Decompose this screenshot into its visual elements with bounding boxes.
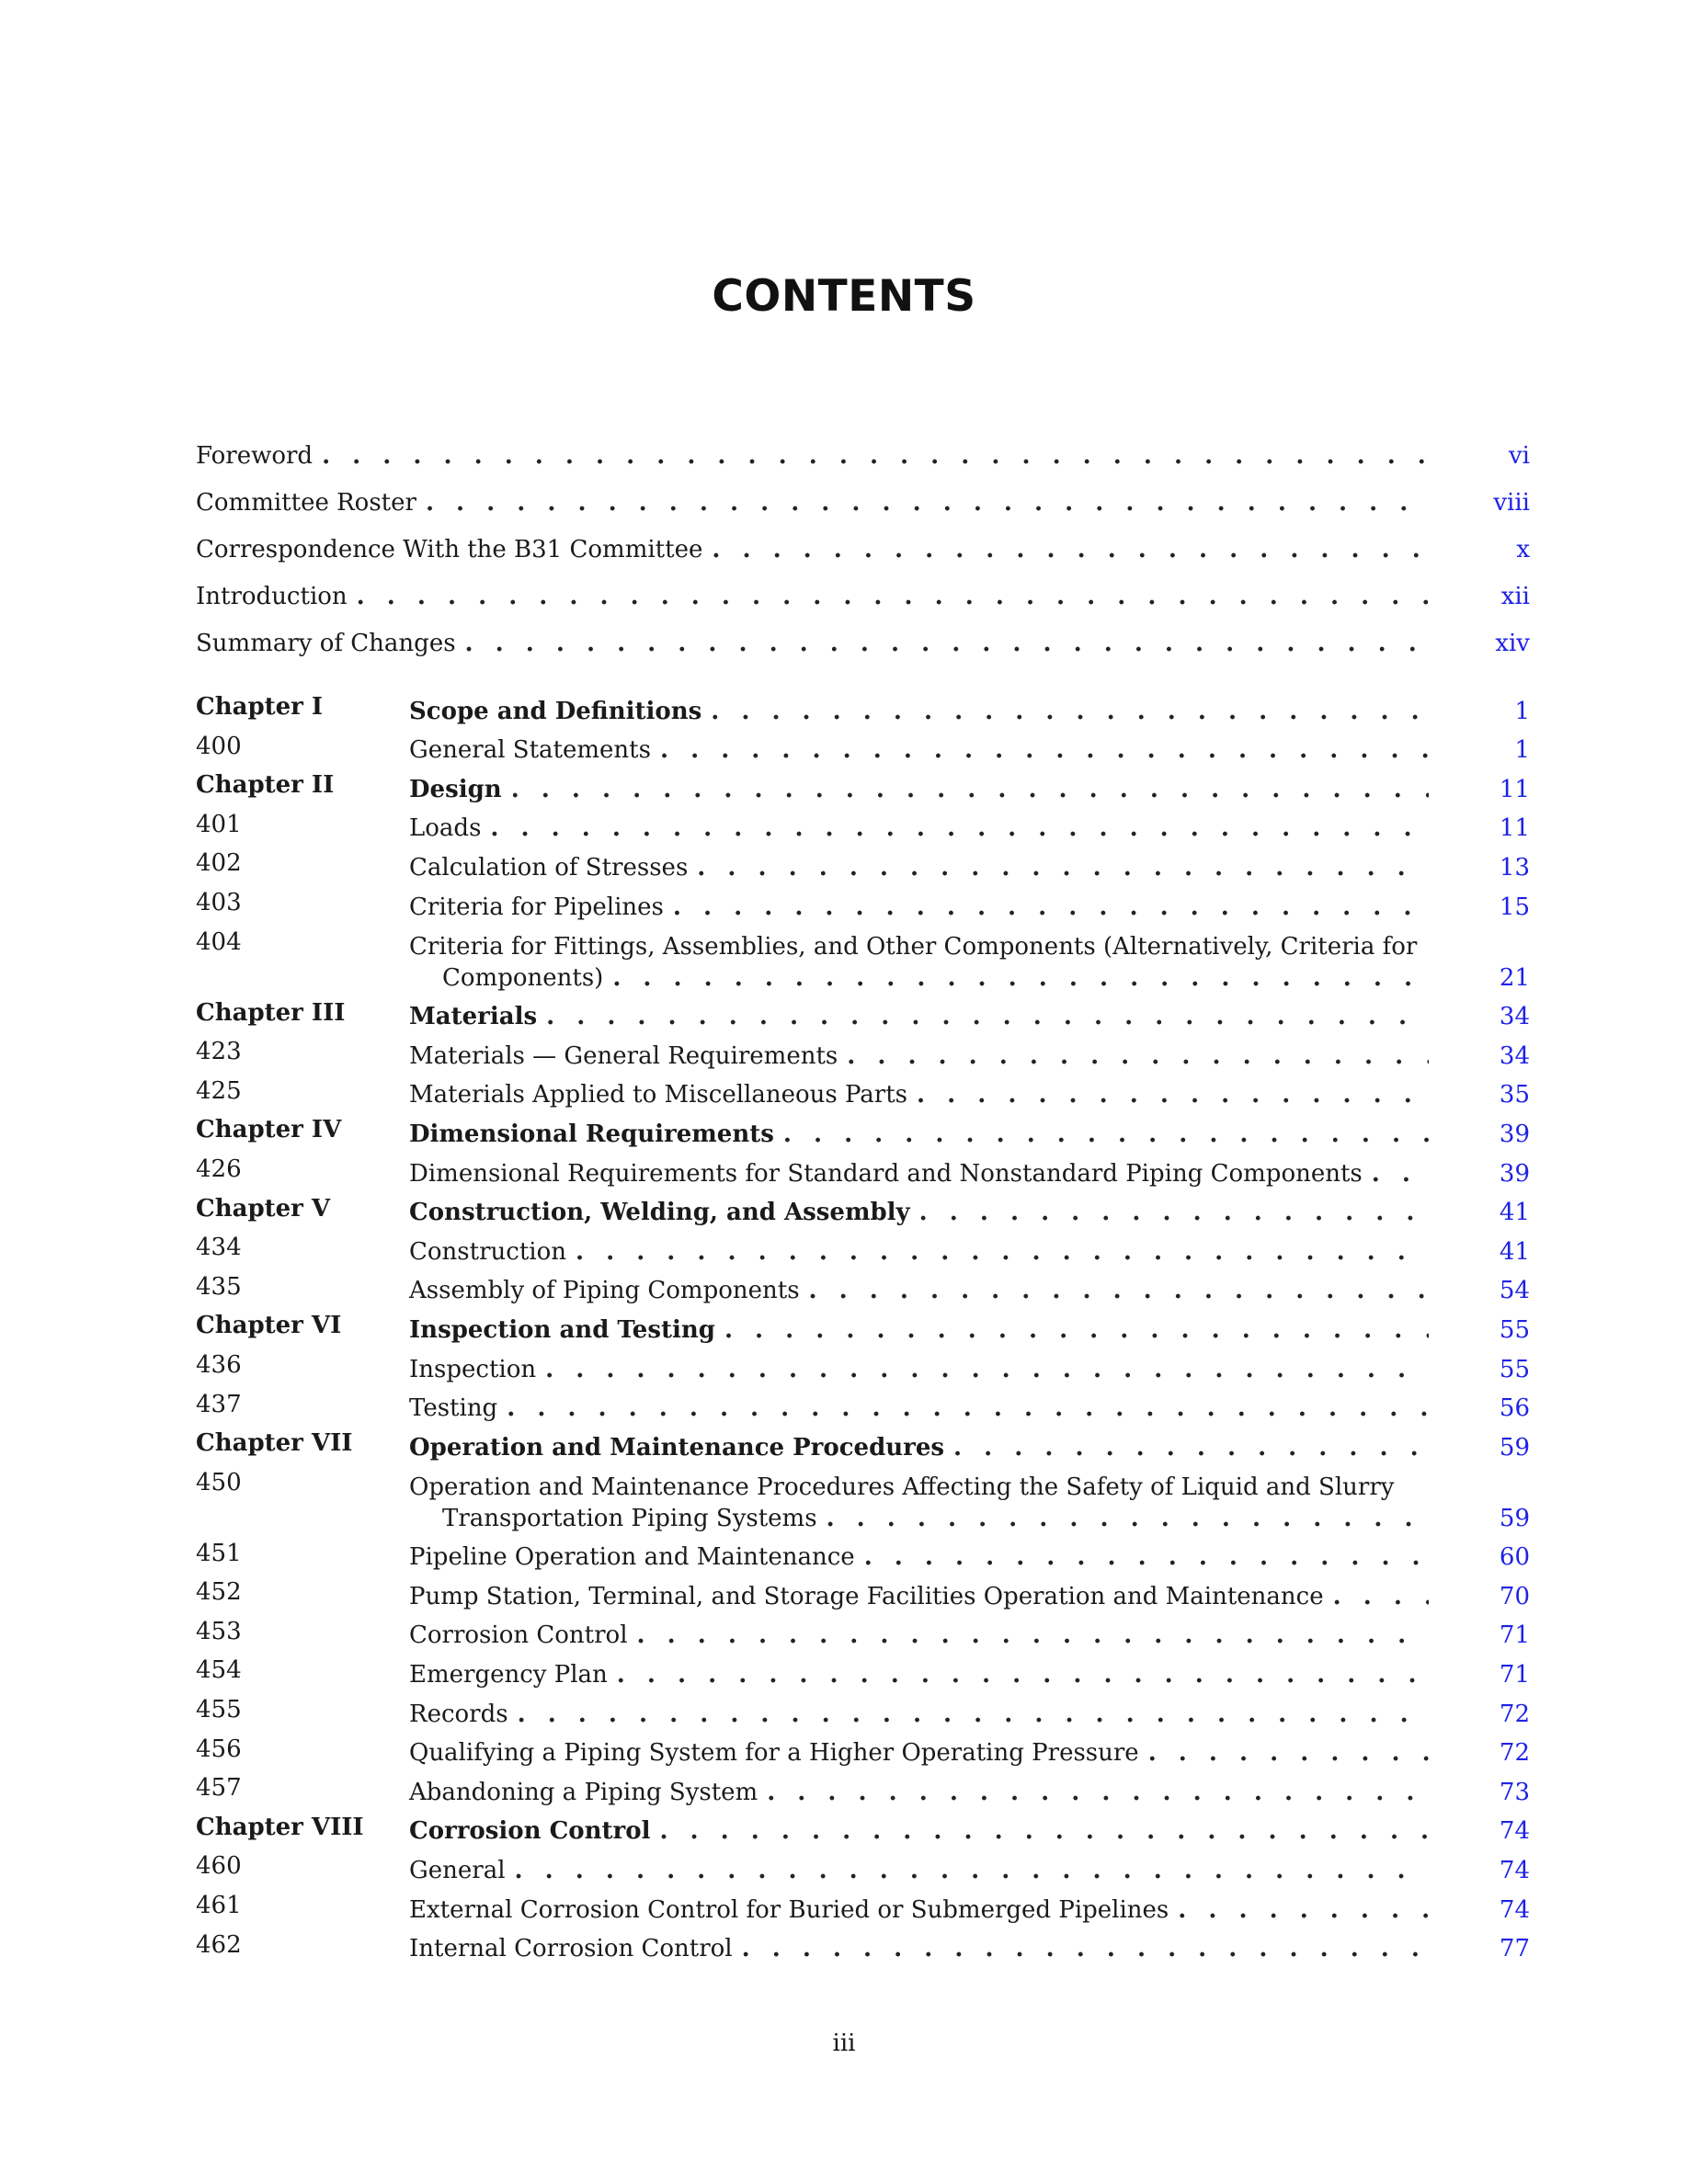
toc-entry-title: Components) xyxy=(442,963,604,992)
page-link[interactable]: 15 xyxy=(1499,893,1530,921)
section-number: 402 xyxy=(196,849,242,878)
dot-leader xyxy=(1178,1894,1429,1926)
toc-section-row[interactable] xyxy=(196,727,1530,767)
chapter-number: Chapter VI xyxy=(196,1312,342,1340)
dot-leader xyxy=(322,440,1429,472)
dot-leader xyxy=(426,487,1429,518)
dot-leader xyxy=(724,1314,1429,1346)
toc-entry-title: Construction xyxy=(409,1237,566,1266)
dot-leader xyxy=(576,1236,1429,1268)
dot-leader xyxy=(697,852,1429,883)
dot-leader xyxy=(953,1432,1429,1463)
page-link[interactable]: 60 xyxy=(1499,1543,1530,1572)
page-link[interactable]: 59 xyxy=(1499,1433,1530,1462)
page-link[interactable]: 77 xyxy=(1499,1935,1530,1963)
page-link[interactable]: 41 xyxy=(1499,1237,1530,1266)
toc-entry-title: Correspondence With the B31 Committee xyxy=(196,536,703,563)
toc-section-row[interactable] xyxy=(196,1612,1530,1652)
toc-entry-title: Corrosion Control xyxy=(409,1621,628,1650)
chapter-number: Chapter I xyxy=(196,693,324,721)
section-number: 434 xyxy=(196,1234,242,1262)
section-number: 453 xyxy=(196,1617,242,1645)
toc-entry-title: Testing xyxy=(409,1394,498,1423)
page-link[interactable]: 54 xyxy=(1499,1277,1530,1305)
section-number: 456 xyxy=(196,1735,242,1763)
toc-chapter-row[interactable] xyxy=(196,1110,1530,1150)
chapter-number: Chapter III xyxy=(196,998,346,1027)
dot-leader xyxy=(1333,1581,1429,1612)
dot-leader xyxy=(919,1197,1429,1228)
toc-entry-title: Dimensional Requirements xyxy=(409,1120,774,1148)
page-link[interactable]: 74 xyxy=(1499,1857,1530,1885)
dot-leader xyxy=(864,1541,1429,1573)
page-link[interactable]: 35 xyxy=(1499,1081,1530,1109)
dot-leader xyxy=(515,1855,1429,1886)
toc-section-row[interactable] xyxy=(196,1926,1530,1965)
page-link[interactable]: 11 xyxy=(1499,814,1530,843)
toc-section-row[interactable] xyxy=(196,1730,1530,1769)
toc-section-row[interactable] xyxy=(196,1886,1530,1926)
toc-entry-title: Dimensional Requirements for Standard and Nonstandard Piping Components xyxy=(409,1159,1363,1188)
toc-entry-title: General Statements xyxy=(409,736,651,765)
toc-entry-title: Abandoning a Piping System xyxy=(409,1778,758,1806)
page-link[interactable]: 59 xyxy=(1499,1504,1530,1532)
page-link[interactable]: 71 xyxy=(1499,1661,1530,1689)
dot-leader xyxy=(612,962,1429,994)
dot-leader xyxy=(673,892,1429,923)
page-link[interactable]: xii xyxy=(1500,583,1530,610)
dot-leader xyxy=(827,1503,1429,1534)
toc-section-row[interactable] xyxy=(196,1690,1530,1730)
page-link[interactable]: 21 xyxy=(1499,963,1530,992)
toc-entry-title: Materials — General Requirements xyxy=(409,1041,838,1070)
section-number: 426 xyxy=(196,1155,242,1183)
section-number: 450 xyxy=(196,1468,242,1496)
dot-leader xyxy=(465,628,1429,659)
page-link[interactable]: 56 xyxy=(1499,1394,1530,1423)
section-number: 457 xyxy=(196,1774,242,1803)
toc-entry-title: Records xyxy=(409,1700,508,1728)
page-link[interactable]: 55 xyxy=(1499,1315,1530,1344)
toc-entry-title: Foreword xyxy=(196,442,314,470)
section-number: 460 xyxy=(196,1852,242,1881)
toc-entry-title: General xyxy=(409,1857,506,1885)
page-link[interactable]: 55 xyxy=(1499,1355,1530,1383)
section-number: 462 xyxy=(196,1930,242,1959)
toc-row-foreword[interactable] xyxy=(196,425,1530,472)
chapter-number: Chapter II xyxy=(196,771,335,800)
toc-entry-title: Inspection and Testing xyxy=(409,1315,715,1344)
toc-entry-title: Inspection xyxy=(409,1355,537,1383)
dot-leader xyxy=(1372,1158,1429,1189)
front-matter-list xyxy=(196,425,1530,659)
page-link[interactable]: 39 xyxy=(1499,1159,1530,1188)
toc-chapter-row[interactable] xyxy=(196,1424,1530,1463)
dot-leader xyxy=(809,1275,1429,1306)
page-link[interactable]: 1 xyxy=(1514,697,1530,725)
dot-leader xyxy=(783,1119,1429,1150)
section-number: 452 xyxy=(196,1578,242,1607)
chapter-number: Chapter V xyxy=(196,1194,331,1223)
dot-leader xyxy=(546,1001,1429,1032)
dot-leader xyxy=(847,1041,1429,1072)
page-link[interactable]: 74 xyxy=(1499,1817,1530,1846)
section-number: 436 xyxy=(196,1350,242,1379)
page-link[interactable]: xiv xyxy=(1495,630,1530,657)
toc-row-committee-roster[interactable] xyxy=(196,472,1530,518)
toc-section-row[interactable] xyxy=(196,1150,1530,1189)
toc-section-row[interactable] xyxy=(196,1847,1530,1886)
toc-chapter-row[interactable] xyxy=(196,688,1530,727)
toc-section-row[interactable] xyxy=(196,1268,1530,1307)
toc-section-row[interactable] xyxy=(196,883,1530,923)
page-link[interactable]: 72 xyxy=(1499,1700,1530,1728)
page-link[interactable]: 70 xyxy=(1499,1582,1530,1610)
toc-section-row[interactable] xyxy=(196,923,1530,994)
section-number: 401 xyxy=(196,810,242,838)
toc-entry-title: Criteria for Pipelines xyxy=(409,893,664,921)
dot-leader xyxy=(659,1815,1429,1847)
toc-section-row[interactable] xyxy=(196,1228,1530,1268)
section-number: 435 xyxy=(196,1272,242,1301)
section-number: 461 xyxy=(196,1892,242,1920)
section-number: 400 xyxy=(196,732,242,760)
toc-section-row[interactable] xyxy=(196,1651,1530,1690)
page-link[interactable]: 1 xyxy=(1514,736,1530,765)
section-number: 437 xyxy=(196,1390,242,1418)
dot-leader xyxy=(767,1777,1429,1808)
dot-leader xyxy=(357,581,1429,612)
page-link[interactable]: viii xyxy=(1493,489,1530,517)
toc-entry-title: Qualifying a Piping System for a Higher Operating Pressure xyxy=(409,1739,1139,1768)
toc-entry-title: Materials xyxy=(409,1003,538,1031)
page-link[interactable]: vi xyxy=(1508,442,1530,470)
toc-chapter-row[interactable] xyxy=(196,994,1530,1033)
toc-entry-title: Materials Applied to Miscellaneous Parts xyxy=(409,1081,908,1109)
dot-leader xyxy=(490,813,1429,844)
chapter-number: Chapter IV xyxy=(196,1116,342,1144)
toc-entry-title: Operation and Maintenance Procedures xyxy=(409,1433,945,1462)
dot-leader xyxy=(917,1079,1429,1110)
page-link[interactable]: 11 xyxy=(1499,775,1530,803)
toc-entry-title: Criteria for Fittings, Assemblies, and Other Components (Alternatively, Criteria for xyxy=(409,932,1418,961)
dot-leader xyxy=(637,1620,1429,1651)
toc-row-correspondence[interactable] xyxy=(196,518,1530,565)
toc-entry-title: Summary of Changes xyxy=(196,630,456,657)
toc-chapter-row[interactable] xyxy=(196,766,1530,805)
toc-chapter-row[interactable] xyxy=(196,1808,1530,1848)
toc-entry-title: Introduction xyxy=(196,583,348,610)
toc-section-row[interactable] xyxy=(196,1072,1530,1111)
page-link[interactable]: 74 xyxy=(1499,1895,1530,1924)
page-link[interactable]: 73 xyxy=(1499,1778,1530,1806)
toc-section-row[interactable] xyxy=(196,1573,1530,1612)
chapter-list xyxy=(196,688,1530,1964)
dot-leader xyxy=(518,1699,1429,1730)
toc-entry-title: Operation and Maintenance Procedures Affecting the Safety of Liquid and Slurry xyxy=(409,1473,1395,1501)
toc-entry-title: Transportation Piping Systems xyxy=(442,1504,817,1532)
dot-leader xyxy=(507,1393,1429,1424)
toc-section-row[interactable] xyxy=(196,844,1530,883)
dot-leader xyxy=(511,774,1429,805)
section-number: 425 xyxy=(196,1076,242,1105)
chapter-number: Chapter VIII xyxy=(196,1813,364,1841)
toc-entry-title: Scope and Definitions xyxy=(409,697,702,725)
section-number: 451 xyxy=(196,1539,242,1567)
toc-section-row[interactable] xyxy=(196,1385,1530,1425)
page-link[interactable]: 34 xyxy=(1499,1003,1530,1031)
toc-row-introduction[interactable] xyxy=(196,565,1530,612)
dot-leader xyxy=(617,1659,1429,1690)
dot-leader xyxy=(545,1354,1429,1385)
dot-leader xyxy=(711,696,1429,727)
toc-entry-title: Assembly of Piping Components xyxy=(409,1277,800,1305)
toc-entry-title: Pipeline Operation and Maintenance xyxy=(409,1543,855,1572)
toc-entry-title: Corrosion Control xyxy=(409,1817,651,1846)
toc-entry-title: Committee Roster xyxy=(196,489,416,517)
page-link[interactable]: x xyxy=(1516,536,1530,563)
toc-entry-title: Internal Corrosion Control xyxy=(409,1935,733,1963)
toc-entry-title: Pump Station, Terminal, and Storage Facilities Operation and Maintenance xyxy=(409,1582,1324,1610)
page-link[interactable]: 41 xyxy=(1499,1199,1530,1227)
section-number: 454 xyxy=(196,1656,242,1685)
toc-section-row[interactable] xyxy=(196,1534,1530,1574)
toc-chapter-row[interactable] xyxy=(196,1189,1530,1229)
section-number: 423 xyxy=(196,1038,242,1066)
toc-section-row[interactable] xyxy=(196,1346,1530,1385)
dot-leader xyxy=(660,734,1429,766)
toc-entry-title: Design xyxy=(409,775,502,803)
page-link[interactable]: 72 xyxy=(1499,1739,1530,1768)
section-number: 455 xyxy=(196,1696,242,1724)
page-link[interactable]: 39 xyxy=(1499,1120,1530,1148)
toc-section-row[interactable] xyxy=(196,805,1530,845)
toc-entry-title: Emergency Plan xyxy=(409,1661,608,1689)
page-link[interactable]: 13 xyxy=(1499,853,1530,882)
toc-row-summary-of-changes[interactable] xyxy=(196,612,1530,659)
toc-entry-title: External Corrosion Control for Buried or Submerged Pipelines xyxy=(409,1895,1169,1924)
toc-chapter-row[interactable] xyxy=(196,1306,1530,1346)
chapter-number: Chapter VII xyxy=(196,1429,353,1458)
toc-entry-title: Calculation of Stresses xyxy=(409,853,689,882)
toc-section-row[interactable] xyxy=(196,1463,1530,1534)
toc-section-row[interactable] xyxy=(196,1032,1530,1072)
section-number: 403 xyxy=(196,888,242,916)
dot-leader xyxy=(742,1933,1429,1964)
page-title: CONTENTS xyxy=(712,271,976,322)
toc-section-row[interactable] xyxy=(196,1769,1530,1808)
toc-entry-title: Construction, Welding, and Assembly xyxy=(409,1199,910,1227)
page-number: iii xyxy=(832,2030,856,2057)
toc-entry-title: Loads xyxy=(409,814,482,843)
dot-leader xyxy=(1148,1737,1429,1769)
section-number: 404 xyxy=(196,927,242,956)
page-link[interactable]: 34 xyxy=(1499,1041,1530,1070)
page-link[interactable]: 71 xyxy=(1499,1621,1530,1650)
dot-leader xyxy=(712,534,1429,565)
